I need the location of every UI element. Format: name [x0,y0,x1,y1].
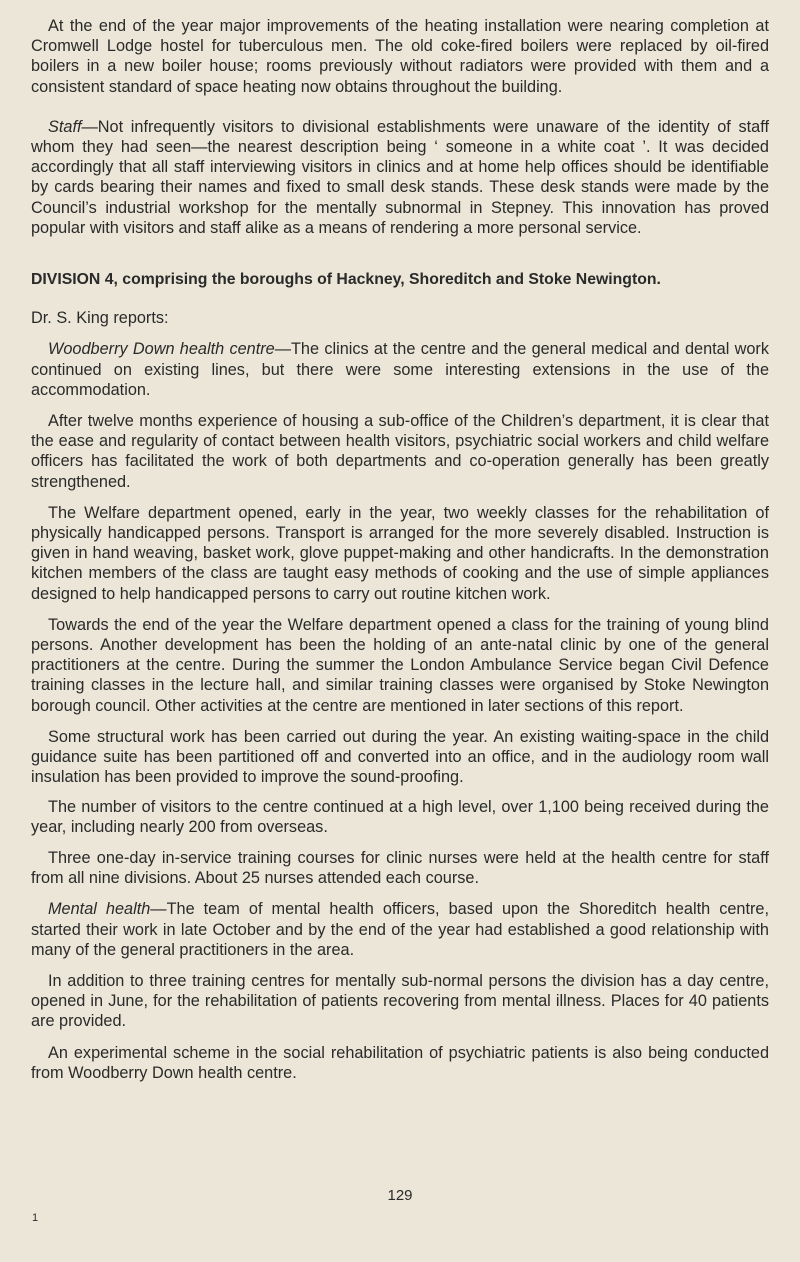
paragraph-sub-office: After twelve months experience of housing a sub-office of the Children’s department, it is clear that the ease and regularity of contact between health visitors, psychiatric social workers and child welfare officers has facilitated the work of both departments and co-operation generally has been greatly strengthened. [31,412,769,491]
paragraph-visitors: The number of visitors to the centre continued at a high level, over 1,100 being received during the year, including nearly 200 from overseas. [31,797,769,836]
paragraph-experimental: An experimental scheme in the social rehabilitation of psychiatric patients is also being conducted from Woodberry Down health centre. [31,1043,769,1082]
document-page [31,16,769,1083]
reporter-line: Dr. S. King reports: [31,309,169,328]
paragraph-woodberry [31,339,769,400]
paragraph-welfare-classes: The Welfare department opened, early in the year, two weekly classes for the rehabilitation of physically handicapped persons. Transport is arranged for the more severely disabled. Instruction is given in hand weaving, basket work, glove puppet-making and other handicrafts. In the demonstration kitchen members of the class are taught easy methods of cooking and the use of simple appliances designed to help handicapped persons to carry out routine kitchen work. [31,503,769,603]
page-number: 129 [387,1187,413,1204]
signature-mark: 1 [32,1212,39,1224]
paragraph-staff [31,117,769,238]
paragraph-mental-health [31,899,769,960]
staff-lead: Staff [48,117,82,136]
mental-health-body: —The team of mental health officers, based upon the Shoreditch health centre, started their work in late October and by the end of the year had established a good relationship with many of the general practitioners in the area. [31,900,769,959]
division-heading: DIVISION 4, comprising the boroughs of Hackney, Shoreditch and Stoke Newington. [31,271,661,289]
paragraph-structural: Some structural work has been carried out during the year. An existing waiting-space in the child guidance suite has been partitioned off and converted into an office, and in the audiology room wall insulation has been provided to improve the sound-proofing. [31,727,769,787]
mental-health-lead: Mental health [48,900,151,919]
paragraph-blind-training: Towards the end of the year the Welfare department opened a class for the training of young blind persons. Another development has been the holding of an ante-natal clinic by one of the general practitioners at the centre. During the summer the London Ambulance Service began Civil Defence training classes in the lecture hall, and similar training classes were organised by Stoke Newington borough council. Other activities at the centre are mentioned in later sections of this report. [31,615,769,715]
paragraph-courses: Three one-day in-service training courses for clinic nurses were held at the health centre for staff from all nine divisions. About 25 nurses attended each course. [31,848,769,888]
woodberry-lead: Woodberry Down health centre [48,340,275,359]
staff-body: —Not infrequently visitors to divisional establishments were unaware of the identity of staff whom they had seen—the nearest description being ‘ someone in a white coat ’. It was decided accordingly that all staff interviewing visitors in clinics and at home help offices should be identifiable by cards bearing their names and fixed to small desk stands. These desk stands were made by the Council’s industrial workshop for the mentally subnormal in Stepney. This innovation has proved popular with visitors and staff alike as a means of rendering a more personal service. [31,117,769,237]
paragraph-day-centre: In addition to three training centres for mentally sub-normal persons the division has a day centre, opened in June, for the rehabilitation of patients recovering from mental illness. Places for 40 patients are provided. [31,971,769,1031]
paragraph-heating: At the end of the year major improvements of the heating installation were nearing completion at Cromwell Lodge hostel for tuberculous men. The old coke-fired boilers were replaced by oil-fired boilers in a new boiler house; rooms previously without radiators were provided with them and a consistent standard of space heating now obtains throughout the building. [31,17,769,96]
woodberry-body: —The clinics at the centre and the general medical and dental work continued on existing lines, but there were some interesting extensions in the use of the accommodation. [31,340,769,399]
